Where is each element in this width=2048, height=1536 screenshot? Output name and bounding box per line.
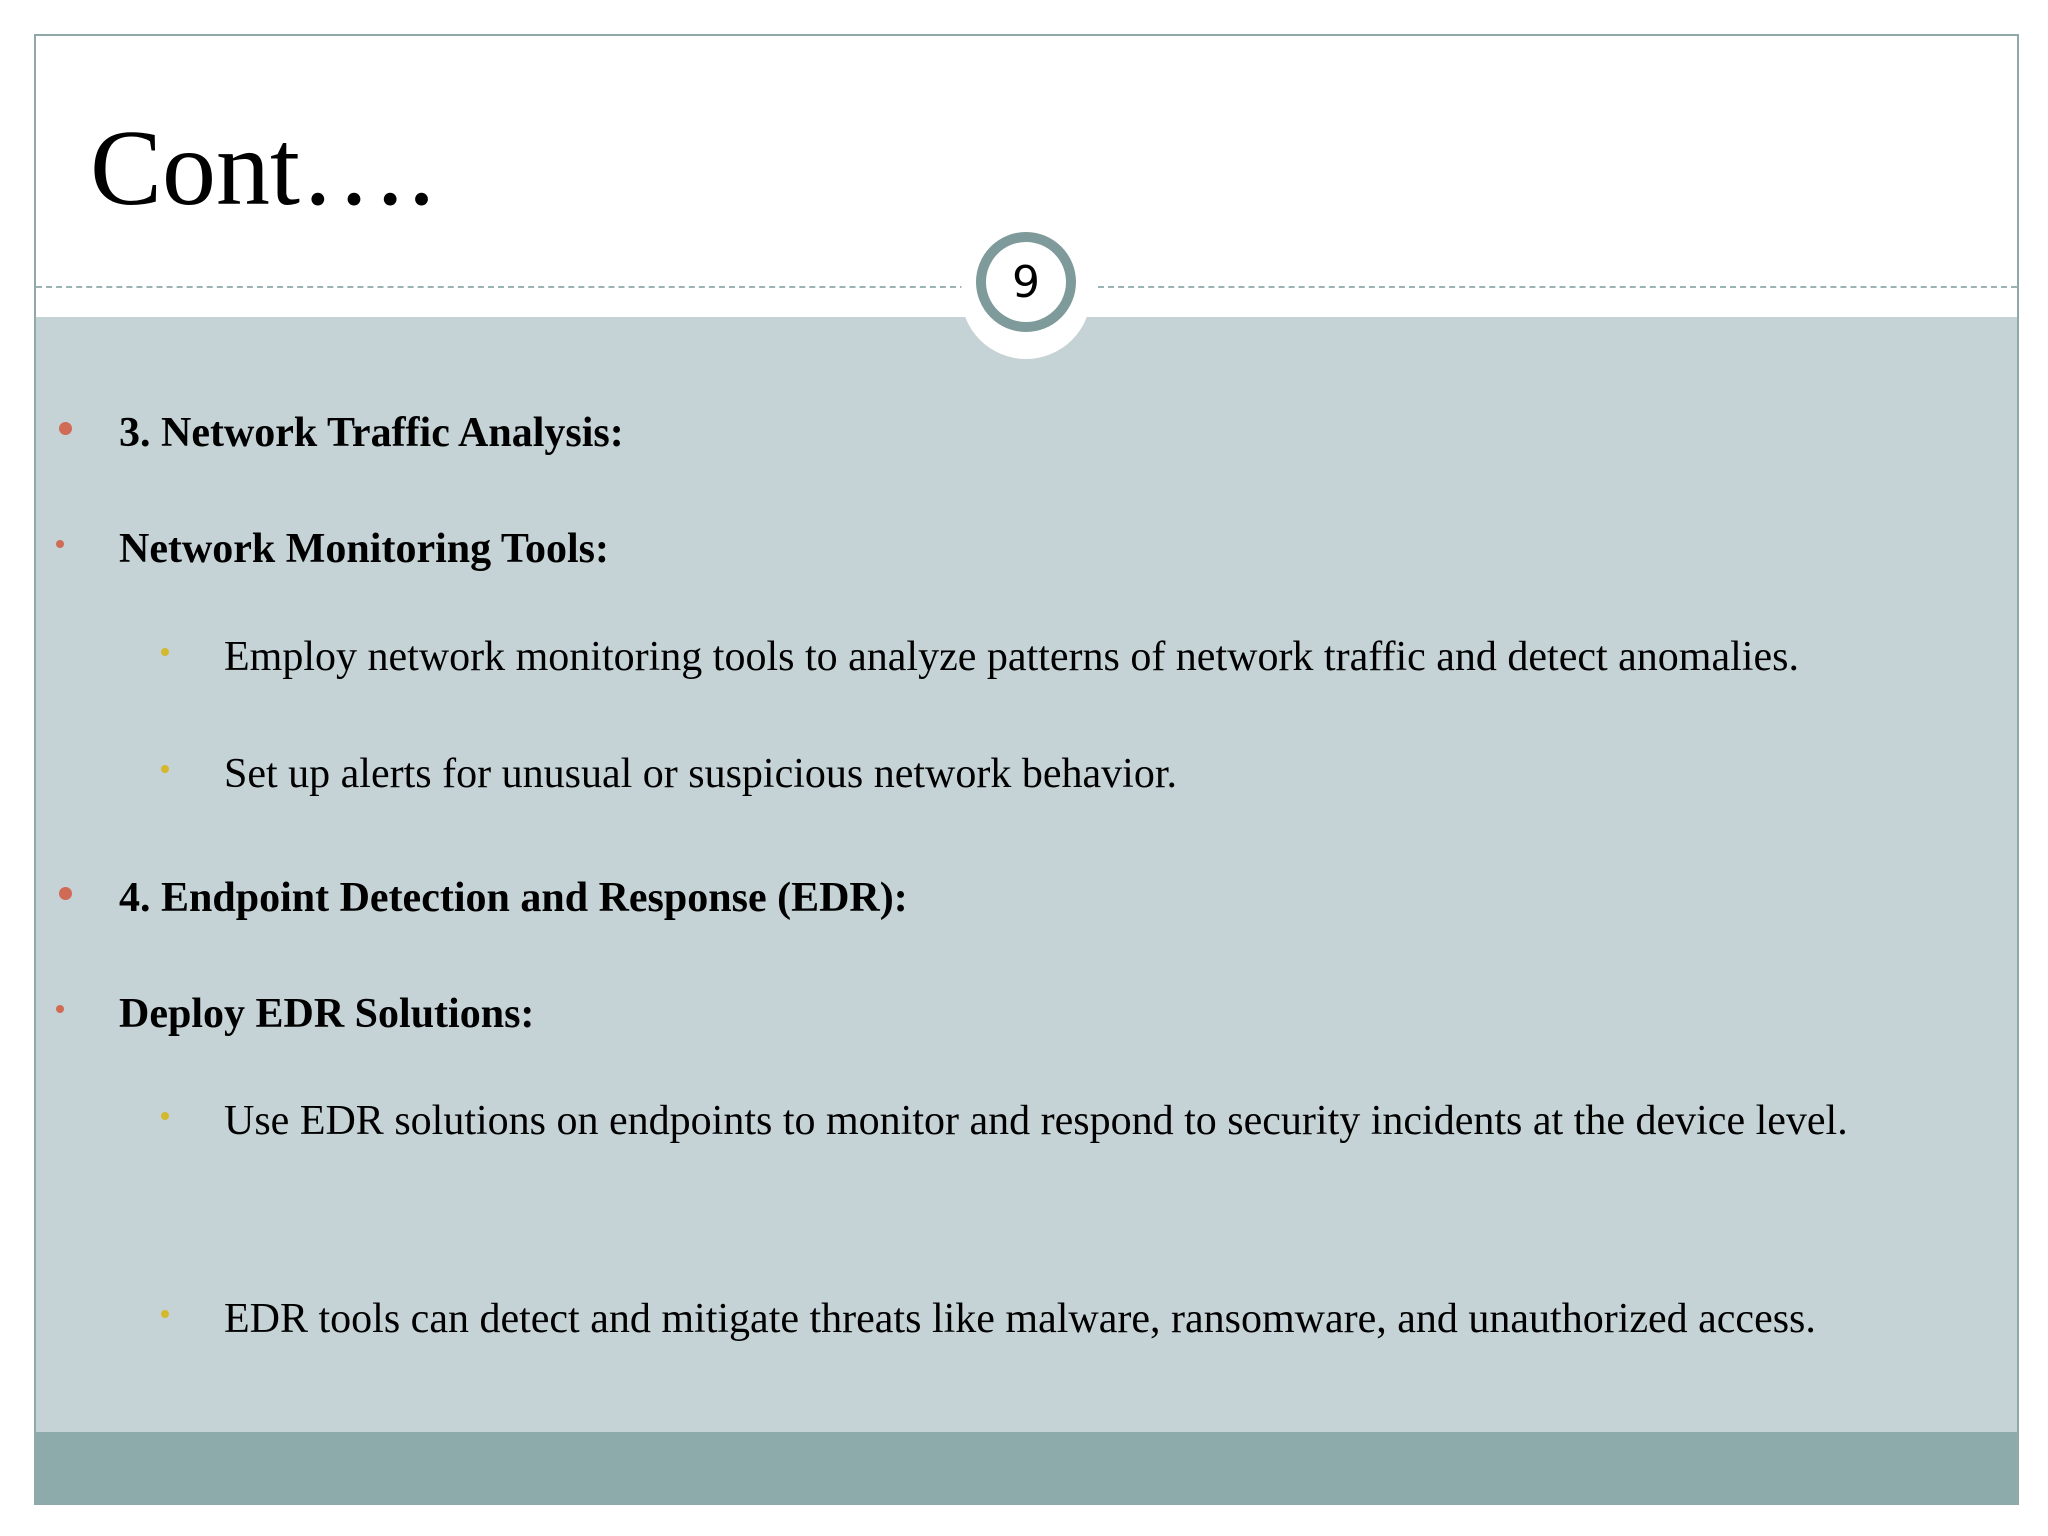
sub-bullet-text: EDR tools can detect and mitigate threats like malware, ransomware, and unauthorized access. (224, 1296, 1816, 1342)
slide-title: Cont…. (90, 109, 436, 228)
slide-frame (34, 34, 2019, 1505)
bullet-dot-icon (56, 1005, 64, 1013)
bullet-text: 3. Network Traffic Analysis: (119, 410, 624, 456)
sub-bullet-text: Employ network monitoring tools to analyze patterns of network traffic and detect anomalies. (224, 634, 1799, 680)
bullet-dot-icon (59, 887, 72, 900)
bullet-text: Network Monitoring Tools: (119, 526, 610, 572)
page-number: 9 (1012, 256, 1040, 308)
sub-bullet-dot-icon (161, 1310, 169, 1318)
sub-bullet-text: Use EDR solutions on endpoints to monitor and respond to security incidents at the device level. (224, 1098, 1848, 1144)
bullet-text: Deploy EDR Solutions: (119, 991, 535, 1037)
header-divider-left (36, 286, 966, 288)
bullet-dot-icon (56, 540, 64, 548)
sub-bullet-dot-icon (161, 648, 169, 656)
bullet-text: 4. Endpoint Detection and Response (EDR): (119, 875, 908, 921)
bullet-dot-icon (59, 422, 72, 435)
sub-bullet-dot-icon (161, 1112, 169, 1120)
page-number-badge (976, 232, 1076, 332)
sub-bullet-text: Set up alerts for unusual or suspicious network behavior. (224, 751, 1177, 797)
sub-bullet-dot-icon (161, 765, 169, 773)
header-divider-right (1098, 286, 2017, 288)
footer-band (36, 1432, 2017, 1503)
